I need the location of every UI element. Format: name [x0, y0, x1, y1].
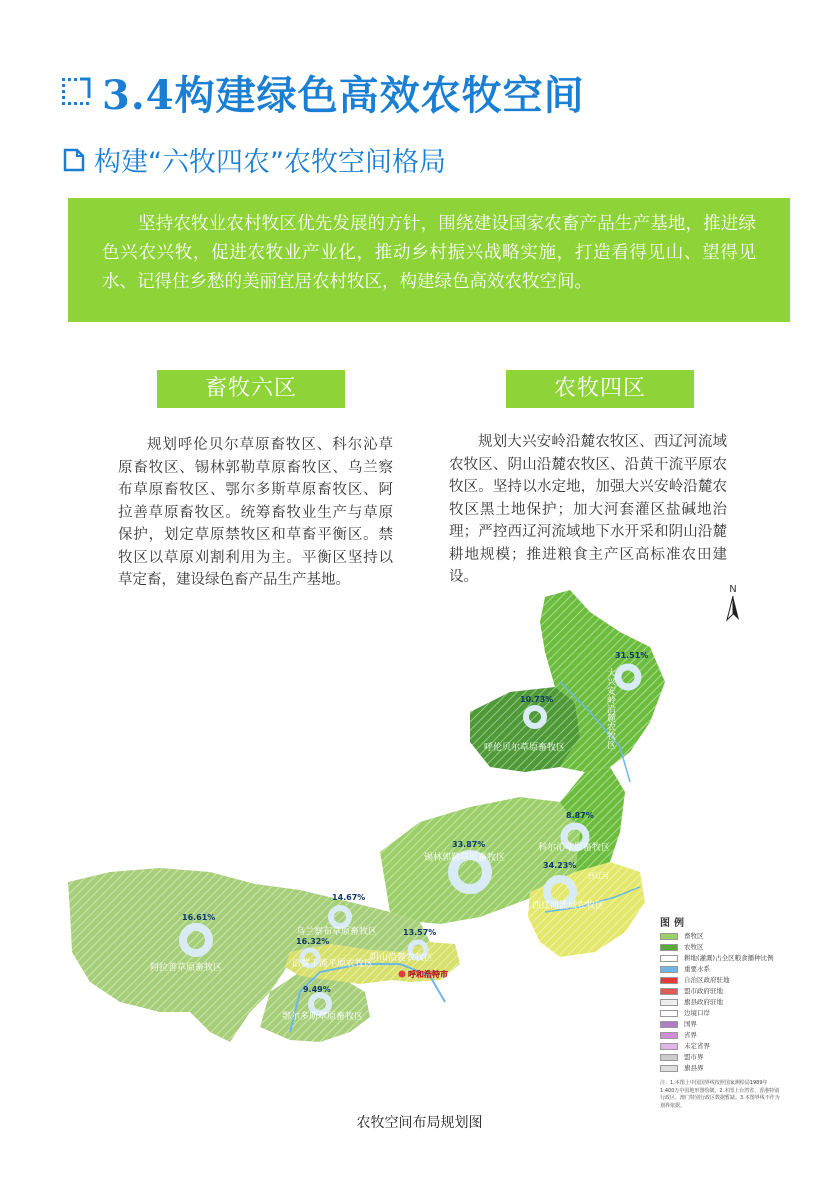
legend-label: 边境口岸 — [684, 1009, 710, 1017]
legend-swatch — [660, 966, 678, 973]
map-legend — [660, 918, 788, 1110]
legend-swatch — [660, 1043, 678, 1050]
legend-item — [660, 1041, 788, 1052]
legend-label: 自治区政府驻地 — [684, 976, 730, 984]
legend-item — [660, 953, 788, 964]
legend-title: 图例 — [660, 918, 688, 929]
legend-label: 畜牧区 — [684, 932, 704, 940]
farming-description — [449, 431, 727, 585]
north-arrow-icon — [723, 596, 743, 622]
name-ordos: 鄂尔多斯草原畜牧区 — [282, 1012, 364, 1022]
legend-items — [660, 931, 788, 1074]
legend-label: 盟市界 — [684, 1053, 704, 1061]
legend-item — [660, 975, 788, 986]
name-yinshan: 阴山沿麓农牧区 — [370, 953, 434, 963]
legend-swatch — [660, 1054, 678, 1061]
pct-xilingol: 33.87% — [452, 840, 486, 849]
legend-label: 旗县政府驻地 — [684, 998, 723, 1006]
name-hulunbuir: 呼伦贝尔草原畜牧区 — [484, 743, 566, 753]
pct-xiliaohe: 34.23% — [543, 861, 577, 870]
legend-label: 重要水系 — [684, 965, 710, 973]
pct-ulanqab: 14.67% — [332, 893, 366, 902]
legend-item — [660, 1063, 788, 1074]
name-daxinganling: 大兴安岭沿麓农牧区 — [605, 668, 615, 749]
legend-item — [660, 986, 788, 997]
name-horqin: 科尔沁草原畜牧区 — [538, 843, 611, 853]
name-ulanqab: 乌兰察布草原畜牧区 — [296, 927, 378, 937]
legend-swatch — [660, 1010, 678, 1017]
name-xilingol: 锡林郭勒草原畜牧区 — [424, 853, 506, 863]
subtitle-row — [62, 140, 446, 179]
xiliaohe-city-label: 西辽河 — [588, 872, 609, 880]
intro-banner: 坚持农牧业农村牧区优先发展的方针，围绕建设国家农畜产品生产基地，推进绿色兴农兴牧，促进农牧业产业化，推动乡村振兴战略实施，打造看得见山、望得见水、记得住乡愁的美丽宜居农村牧区，构建绿色高效农牧空间。 — [68, 198, 790, 322]
name-alxa: 阿拉善草原畜牧区 — [150, 963, 223, 973]
section-label-farming: 农牧四区 — [506, 370, 694, 408]
legend-item — [660, 997, 788, 1008]
dotted-square-icon — [60, 76, 94, 110]
legend-label: 未定省界 — [684, 1042, 710, 1050]
name-xiliaohe: 西辽河流域农牧区 — [532, 901, 605, 911]
section-title-row — [60, 64, 585, 121]
legend-item — [660, 1030, 788, 1041]
livestock-text: 规划呼伦贝尔草原畜牧区、科尔沁草原畜牧区、锡林郭勒草原畜牧区、乌兰察布草原畜牧区、鄂尔多斯草原畜牧区、阿拉善草原畜牧区。统筹畜牧业生产与草原保护，划定草原禁牧区和草畜平衡区。禁牧区以草原刈割利用为主。平衡区坚持以草定畜，建设绿色畜产品生产基地。 — [118, 437, 393, 588]
subtitle: 构建“六牧四农”农牧空间格局 — [94, 147, 446, 178]
legend-label: 省界 — [684, 1031, 697, 1039]
legend-swatch — [660, 1032, 678, 1039]
legend-label: 国界 — [684, 1020, 697, 1028]
pct-yinshan: 13.57% — [403, 928, 437, 937]
legend-swatch — [660, 933, 678, 940]
pct-ordos: 9.49% — [303, 985, 331, 994]
map-caption: 农牧空间布局规划图 — [356, 1115, 483, 1131]
legend-item — [660, 1008, 788, 1019]
legend-swatch — [660, 944, 678, 951]
pct-alxa: 16.61% — [182, 913, 216, 922]
legend-item — [660, 964, 788, 975]
pct-horqin: 8.87% — [566, 811, 594, 820]
legend-swatch — [660, 977, 678, 984]
legend-item — [660, 1019, 788, 1030]
pct-hulunbuir: 10.73% — [520, 695, 554, 704]
legend-swatch — [660, 955, 678, 962]
legend-item — [660, 942, 788, 953]
farming-text: 规划大兴安岭沿麓农牧区、西辽河流域农牧区、阴山沿麓农牧区、沿黄干流平原农牧区。坚持以水定地，加强大兴安岭沿麓农牧区黑土地保护；加大河套灌区盐碱地治理；严控西辽河流域地下水开采和阴山沿麓耕地规模；推进粮食主产区高标准农田建设。 — [449, 434, 727, 585]
legend-label: 盟市政府驻地 — [684, 987, 723, 995]
page-title: 3.4构建绿色高效农牧空间 — [102, 72, 585, 119]
legend-label: 旗县界 — [684, 1064, 704, 1072]
section-label-livestock: 畜牧六区 — [157, 370, 345, 408]
pct-yanhuang: 16.32% — [296, 937, 330, 946]
legend-swatch — [660, 999, 678, 1006]
legend-label: 农牧区 — [684, 943, 704, 951]
legend-swatch — [660, 1021, 678, 1028]
legend-swatch — [660, 988, 678, 995]
north-label: N — [729, 584, 737, 595]
legend-swatch — [660, 1065, 678, 1072]
north-arrow — [723, 584, 743, 624]
map-area — [0, 572, 839, 1109]
legend-item — [660, 1052, 788, 1063]
capital-marker-icon — [399, 971, 406, 978]
legend-item — [660, 931, 788, 942]
name-yanhuang: 沿黄干流平原农牧区 — [292, 959, 374, 969]
capital-city-label: 呼和浩特市 — [408, 970, 448, 979]
legend-label: 耕地(灌溉)占全区粮食播种比例 — [684, 954, 774, 962]
document-icon — [62, 147, 86, 173]
livestock-description — [118, 434, 393, 594]
legend-notes: 注：1.本图上中国国界线按照国家测绘局1989年1:400万中国地形图绘制。2.本图上台湾省、香港特别行政区、澳门特别行政区数据暂缺。3.本图界线不作为划界依据。 — [660, 1080, 780, 1109]
pct-daxinganling: 31.51% — [615, 651, 649, 660]
